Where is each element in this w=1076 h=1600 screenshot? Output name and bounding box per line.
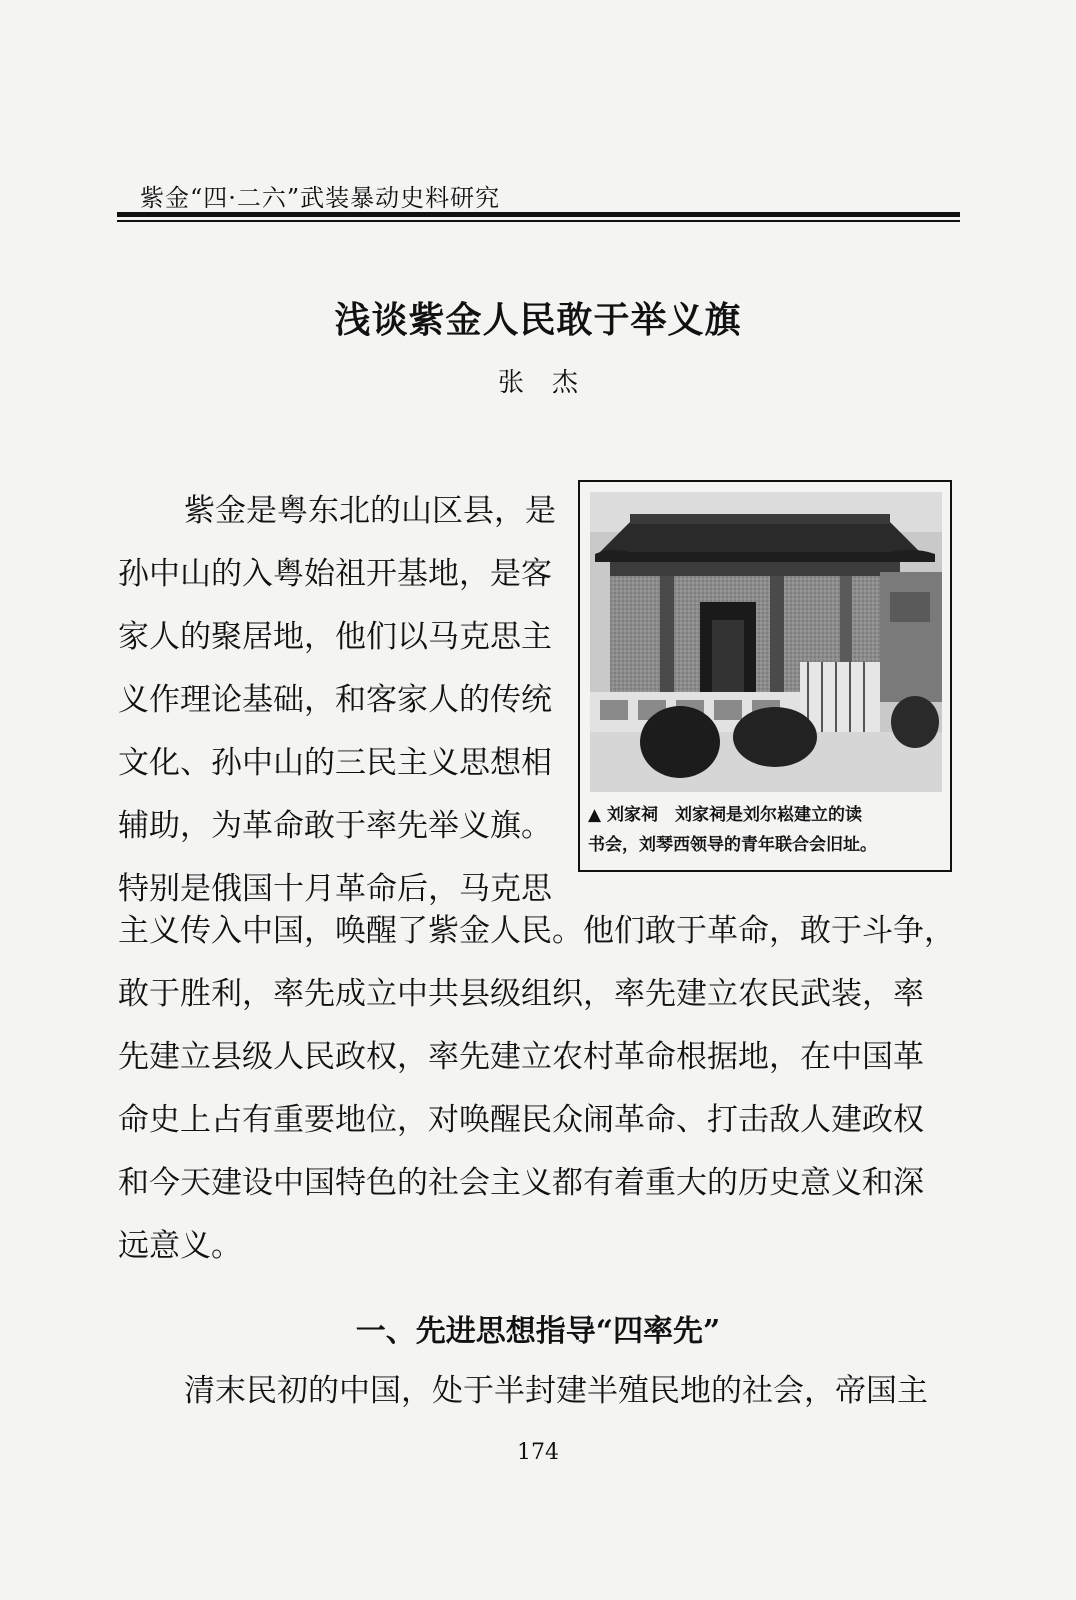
text-line: 孙中山的入粤始祖开基地，是客 xyxy=(118,556,552,592)
text-line: 远意义。 xyxy=(118,1228,242,1264)
article-title: 浅谈紫金人民敢于举义旗 xyxy=(334,299,742,341)
ancestral-hall-photo xyxy=(590,492,942,792)
photo-caption xyxy=(588,800,946,860)
page-number: 174 xyxy=(517,1440,559,1465)
caption-line: ▲ 刘家祠 刘家祠是刘尔崧建立的读 xyxy=(588,805,862,825)
text-line: 命史上占有重要地位，对唤醒民众闹革命、打击敌人建政权 xyxy=(118,1102,924,1138)
photo-figure xyxy=(578,480,952,872)
text-line: 义作理论基础，和客家人的传统 xyxy=(118,682,552,718)
text-line: 特别是俄国十月革命后，马克思 xyxy=(118,871,552,907)
header-rule-thin xyxy=(117,220,960,222)
paragraph-1-narrow xyxy=(118,480,558,921)
text-line: 敢于胜利，率先成立中共县级组织，率先建立农民武装，率 xyxy=(118,976,924,1012)
text-line: 主义传入中国，唤醒了紫金人民。他们敢于革命，敢于斗争， xyxy=(118,913,955,949)
text-line: 紫金是粤东北的山区县，是 xyxy=(184,493,556,529)
paragraph-1-full xyxy=(118,900,963,1278)
text-line: 家人的聚居地，他们以马克思主 xyxy=(118,619,552,655)
running-header: 紫金“四·二六”武装暴动史料研究 xyxy=(140,184,501,212)
text-line: 先建立县级人民政权，率先建立农村革命根据地，在中国革 xyxy=(118,1039,924,1075)
ancestral-hall-illustration xyxy=(590,492,942,792)
caption-line: 书会，刘琴西领导的青年联合会旧址。 xyxy=(588,835,877,855)
paragraph-2: 清末民初的中国，处于半封建半殖民地的社会，帝国主 xyxy=(184,1373,928,1409)
header-rule-thick xyxy=(117,212,960,217)
text-line: 辅助，为革命敢于率先举义旗。 xyxy=(118,808,552,844)
text-line: 和今天建设中国特色的社会主义都有着重大的历史意义和深 xyxy=(118,1165,924,1201)
text-line: 文化、孙中山的三民主义思想相 xyxy=(118,745,552,781)
section-heading: 一、先进思想指导“四率先” xyxy=(355,1314,721,1349)
article-author: 张杰 xyxy=(497,368,606,398)
